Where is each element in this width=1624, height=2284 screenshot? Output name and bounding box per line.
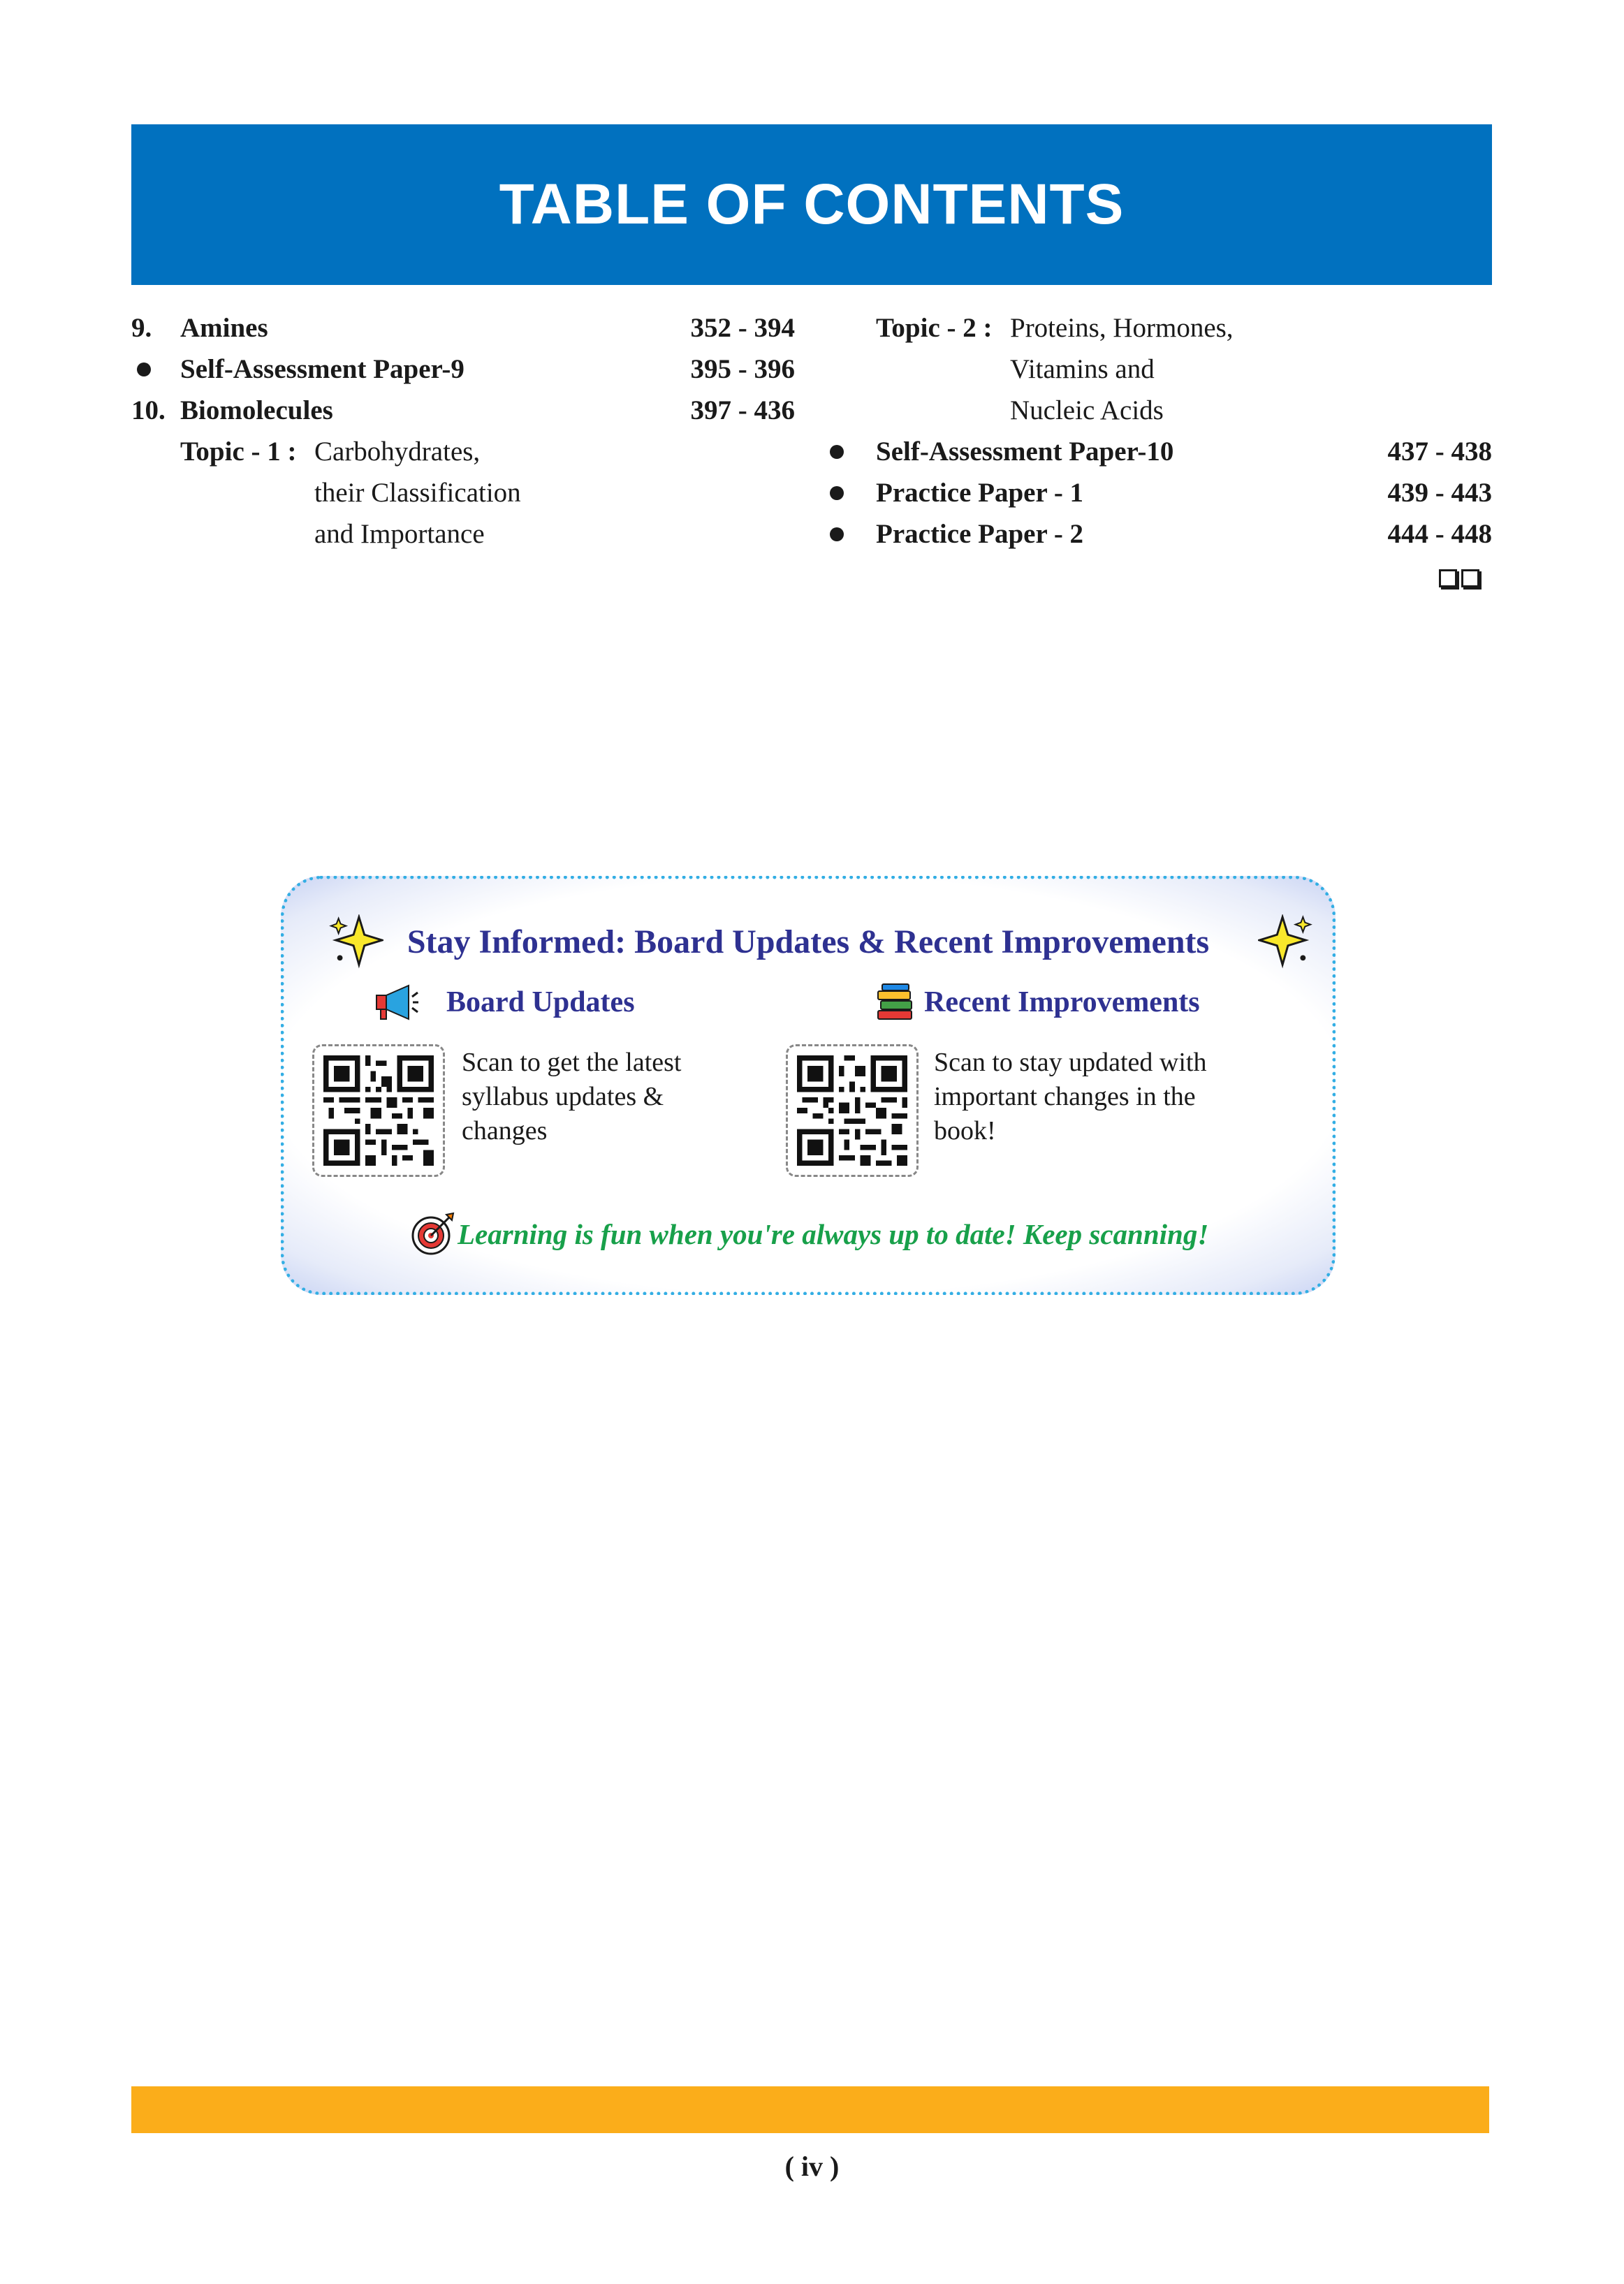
books-icon [875, 983, 914, 1022]
description-line: important changes in the [934, 1082, 1196, 1111]
page-number: ( iv ) [784, 2151, 840, 2182]
header-band [131, 124, 1492, 285]
toc-left-column [131, 307, 795, 555]
stay-informed-box [281, 876, 1336, 1295]
sparkle-icon [1258, 914, 1312, 969]
target-icon [410, 1210, 456, 1257]
chapter-title: Biomolecules [180, 395, 333, 425]
recent-improvements-heading: Recent Improvements [924, 986, 1200, 1018]
chapter-number: 9. [131, 313, 152, 343]
toc-row-practice-paper-2[interactable] [830, 513, 1492, 555]
footer-band [131, 2086, 1489, 2133]
toc-row-biomolecules[interactable] [131, 390, 795, 431]
board-updates-qr-code[interactable] [312, 1044, 445, 1177]
megaphone-icon [374, 983, 420, 1022]
topic-label: Topic - 1 : [180, 437, 297, 467]
topic-label: Topic - 2 : [876, 313, 993, 343]
description-line: Scan to get the latest [462, 1048, 682, 1077]
topic-text-line: their Classification [314, 478, 521, 508]
page-range: 352 - 394 [690, 313, 795, 343]
topic-1-continuation [131, 513, 795, 555]
toc-row-self-assessment-9[interactable] [131, 349, 795, 390]
bullet-icon [830, 486, 844, 500]
description-line: syllabus updates & [462, 1082, 664, 1111]
description-line: book! [934, 1116, 996, 1145]
topic-text-line: Carbohydrates, [314, 437, 481, 467]
bullet-icon [137, 363, 151, 376]
chapter-title: Practice Paper - 2 [876, 519, 1084, 549]
topic-text-line: and Importance [314, 519, 485, 549]
square-icon [1439, 569, 1457, 587]
toc-row-practice-paper-1[interactable] [830, 472, 1492, 513]
page-range: 439 - 443 [1387, 478, 1492, 508]
recent-improvements-description [934, 1046, 1206, 1148]
recent-improvements-qr-code[interactable] [786, 1044, 919, 1177]
description-line: changes [462, 1116, 548, 1145]
box-title: Stay Informed: Board Updates & Recent Improvements [407, 923, 1210, 960]
board-updates-description [462, 1046, 681, 1148]
chapter-title: Self-Assessment Paper-10 [876, 437, 1174, 467]
topic-2-continuation [830, 349, 1492, 390]
qr-code-icon [323, 1055, 434, 1166]
page-range: 395 - 396 [690, 354, 795, 384]
topic-2-continuation [830, 390, 1492, 431]
description-line: Scan to stay updated with [934, 1048, 1207, 1077]
topic-2-row[interactable] [830, 307, 1492, 349]
topic-1-row[interactable] [131, 431, 795, 472]
toc-row-amines[interactable] [131, 307, 795, 349]
topic-1-continuation [131, 472, 795, 513]
page-range: 437 - 438 [1387, 437, 1492, 467]
chapter-title: Amines [180, 313, 268, 343]
encouragement-text: Learning is fun when you're always up to date! Keep scanning! [458, 1218, 1209, 1250]
qr-code-icon [797, 1055, 907, 1166]
chapter-number: 10. [131, 395, 166, 425]
bullet-icon [830, 527, 844, 541]
board-updates-heading: Board Updates [446, 986, 635, 1018]
toc-right-column [830, 307, 1492, 555]
page-range: 444 - 448 [1387, 519, 1492, 549]
page-range: 397 - 436 [690, 395, 795, 425]
bullet-icon [830, 445, 844, 459]
topic-text-line: Vitamins and [1010, 354, 1155, 384]
toc-row-self-assessment-10[interactable] [830, 431, 1492, 472]
topic-text-line: Proteins, Hormones, [1010, 313, 1234, 343]
chapter-title: Self-Assessment Paper-9 [180, 354, 464, 384]
page-title: TABLE OF CONTENTS [499, 173, 1125, 236]
end-of-section-mark-icon [1439, 569, 1479, 587]
topic-text-line: Nucleic Acids [1010, 395, 1164, 425]
square-icon [1461, 569, 1479, 587]
chapter-title: Practice Paper - 1 [876, 478, 1084, 508]
